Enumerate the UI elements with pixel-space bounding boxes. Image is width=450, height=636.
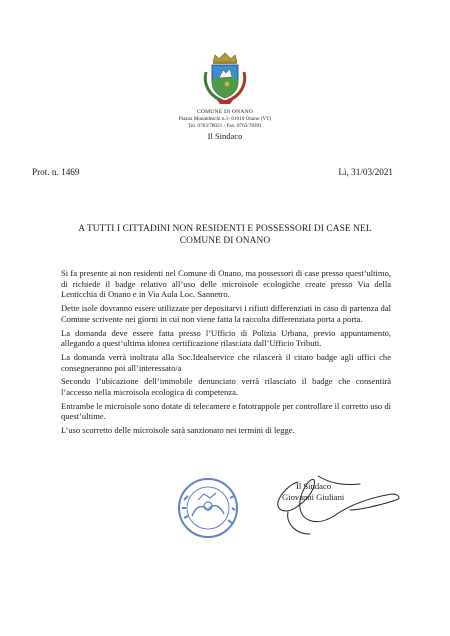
- heading-line-2: COMUNE DI ONANO: [179, 236, 271, 246]
- institution-address: Piazza Monaldeschi n.1- 01010 Onano (VT): [178, 116, 272, 122]
- body-paragraph: L’uso scorretto delle microisole sarà sanzionato nei termini di legge.: [61, 425, 295, 436]
- office-title: Il Sindaco: [207, 131, 243, 141]
- letterhead: [0, 109, 450, 141]
- handwritten-signature-icon: [258, 464, 408, 539]
- institution-name: COMUNE DI ONANO: [196, 109, 254, 115]
- signatory-title: Il Sindaco: [296, 481, 332, 491]
- body-paragraph: Dette isole dovranno essere utilizzate per depositarvi i rifiuti differenziati in caso di partenza dal Comune scrivente nei giorni in cui non viene fatta la raccolta differenziata porta a porta.: [61, 303, 391, 324]
- letter-heading: [40, 223, 410, 247]
- heading-line-1: A TUTTI I CITTADINI NON RESIDENTI E POSSESSORI DI CASE NEL: [78, 224, 372, 234]
- body-paragraph: Si fa presente ai non residenti nel Comune di Onano, ma possessori di case presso quest’ultimo, di richiede il badge relativo all’uso delle microisole ecologiche create presso Via della Lenticchia di Onano e in Via Aula Loc. Sannetro.: [61, 268, 391, 300]
- letter-date: Lì, 31/03/2021: [338, 167, 393, 177]
- body-paragraph: La domanda verrà inoltrata alla Soc.Idealservice che rilascerà il citato badge agli uffici che consegneranno poi all’interessato/a: [61, 351, 391, 373]
- institution-phone-fax: Tel. 0763/78021 - Fax. 0763/78391: [188, 123, 262, 129]
- body-paragraph: Secondo l’ubicazione dell’immobile denunciato verrà rilasciato il badge che consentirà l’accesso nella microisola ecologica di competenza.: [61, 376, 391, 398]
- protocol-number: Prot. n. 1469: [32, 167, 80, 177]
- letter-body: [61, 268, 391, 439]
- municipal-stamp-icon: [176, 476, 240, 540]
- signatory-name: Giovanni Giuliani: [282, 491, 345, 502]
- body-paragraph: Entrambe le microisole sono dotate di telecamere e fototrappole per controllare il corretto uso di quest’ultime.: [61, 400, 391, 422]
- body-paragraph: La domanda deve essere fatta presso l’Ufficio di Polizia Urbana, previo appuntamento, allegando a quest’ultima idonea certificazione rilasciata dall’Ufficio Tributi.: [61, 327, 391, 349]
- municipal-crest-icon: [197, 50, 253, 106]
